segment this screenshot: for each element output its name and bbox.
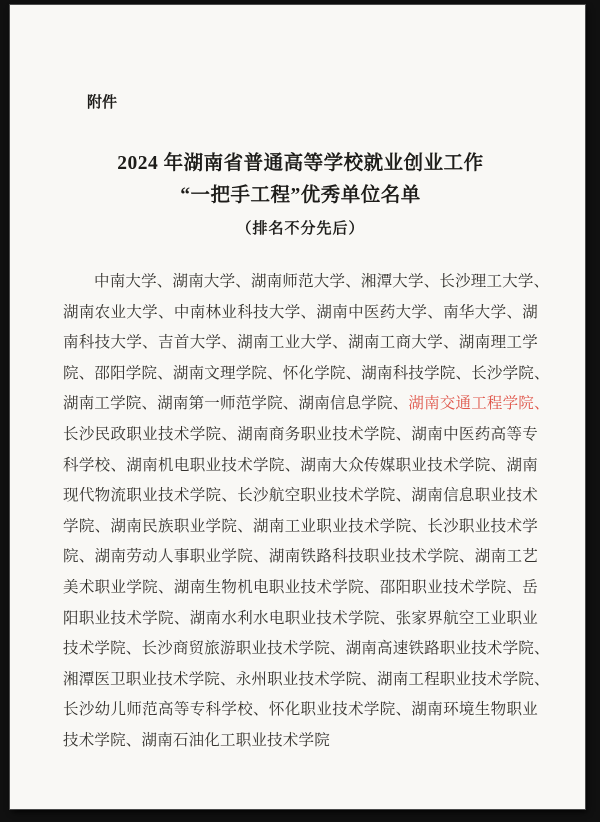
body-text-segment: 美术职业学院、湖南生物机电职业技术学院、邵阳职业技术学院、岳	[63, 578, 538, 596]
body-line	[63, 359, 550, 390]
body-text-segment: 阳职业技术学院、湖南水利水电职业技术学院、张家界航空工业职业	[63, 609, 538, 627]
doc-title-line-2: “一把手工程”优秀单位名单	[180, 185, 421, 206]
body-line	[63, 328, 538, 359]
body-line	[63, 420, 538, 451]
body-line	[63, 512, 538, 543]
body-line	[63, 634, 550, 665]
body-text-segment: 院、湖南劳动人事职业学院、湖南铁路科技职业技术学院、湖南工艺	[63, 548, 538, 566]
body-text-segment: 长沙民政职业技术学院、湖南商务职业技术学院、湖南中医药高等专	[63, 425, 538, 443]
body-line	[63, 389, 550, 420]
body-text-segment: 湘潭医卫职业技术学院、永州职业技术学院、湖南工程职业技术学院、	[63, 670, 550, 688]
body-line	[63, 267, 550, 298]
body-line	[63, 604, 538, 635]
document-page	[10, 5, 585, 809]
body-text-segment: 科学校、湖南机电职业技术学院、湖南大众传媒职业技术学院、湖南	[63, 456, 538, 474]
body-text-segment: 湖南农业大学、中南林业科技大学、湖南中医药大学、南华大学、湖	[63, 303, 538, 321]
body-paragraph	[63, 267, 550, 757]
body-line	[63, 481, 538, 512]
body-text-segment: 院、邵阳学院、湖南文理学院、怀化学院、湖南科技学院、长沙学院、	[63, 364, 550, 382]
body-text-segment: 长沙幼儿师范高等专科学校、怀化职业技术学院、湖南环境生物职业	[63, 701, 538, 719]
body-text-segment: 中南大学、湖南大学、湖南师范大学、湘潭大学、长沙理工大学、	[94, 273, 550, 290]
title-block	[63, 148, 538, 240]
body-text-segment: 技术学院、长沙商贸旅游职业技术学院、湖南高速铁路职业技术学院、	[63, 640, 550, 658]
ranking-note: （排名不分先后）	[236, 221, 365, 237]
body-line	[63, 726, 538, 757]
body-line	[63, 695, 538, 726]
body-line	[63, 451, 538, 482]
body-line	[63, 573, 538, 604]
page-content	[10, 5, 585, 757]
body-text-segment: 南科技大学、吉首大学、湖南工业大学、湖南工商大学、湖南理工学	[63, 334, 538, 352]
doc-title-line-1: 2024 年湖南省普通高等学校就业创业工作	[117, 153, 484, 174]
body-line	[63, 298, 538, 329]
body-text-segment: 学院、湖南民族职业学院、湖南工业职业技术学院、长沙职业技术学	[63, 517, 538, 535]
attachment-label: 附件	[87, 94, 118, 111]
body-line	[63, 542, 538, 573]
body-text-segment: 现代物流职业技术学院、长沙航空职业技术学院、湖南信息职业技术	[63, 487, 538, 505]
body-text-segment: 湖南工学院、湖南第一师范学院、湖南信息学院、	[63, 395, 409, 413]
body-text-segment: 技术学院、湖南石油化工职业技术学院	[63, 731, 330, 749]
body-line	[63, 665, 550, 696]
highlighted-school-name: 湖南交通工程学院、	[408, 395, 550, 413]
